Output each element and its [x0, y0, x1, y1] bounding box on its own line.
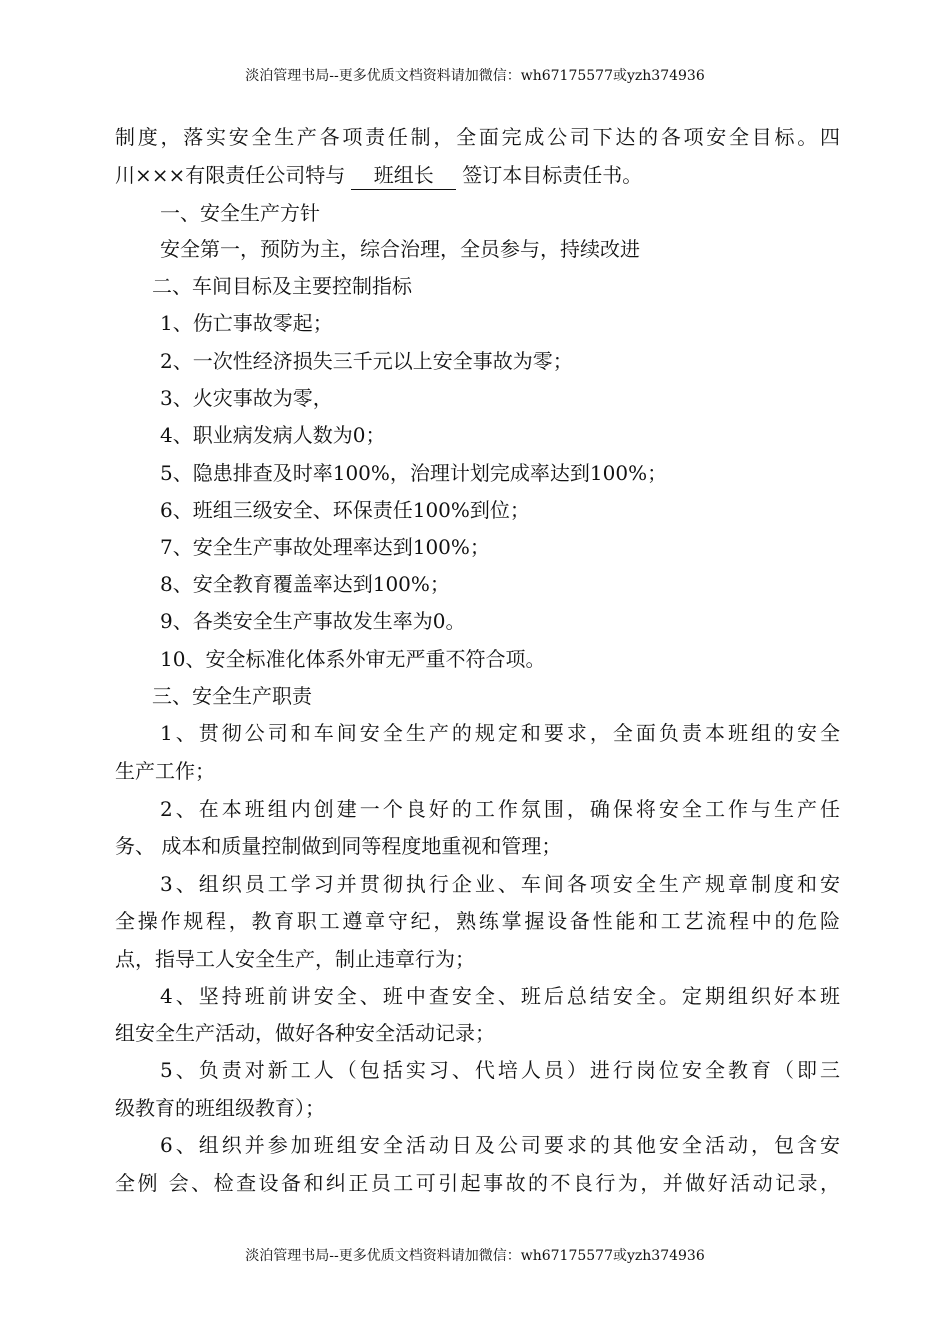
- page-header: 淡泊管理书局--更多优质文档资料请加微信：wh67175577或yzh374936: [245, 68, 705, 84]
- list-item: 4、职业病发病人数为0；: [160, 423, 386, 447]
- intro-line-2: [115, 157, 840, 193]
- paragraph-line: 级教育的班组级教育）；: [115, 1096, 325, 1120]
- list-item: 8、安全教育覆盖率达到100%；: [160, 572, 450, 596]
- paragraph-line: 生产工作；: [115, 759, 215, 783]
- intro-line-1: 制度，落实安全生产各项责任制，全面完成公司下达的各项安全目标。四: [115, 125, 840, 149]
- list-item: 6、班组三级安全、环保责任100%到位；: [160, 498, 530, 522]
- list-item: 7、安全生产事故处理率达到100%；: [160, 535, 490, 559]
- paragraph-line: 全操作规程，教育职工遵章守纪，熟练掌握设备性能和工艺流程中的危险: [115, 909, 840, 933]
- paragraph-line: 组安全生产活动，做好各种安全活动记录；: [115, 1021, 495, 1045]
- intro-line-2-suffix: 签订本目标责任书。: [462, 163, 643, 187]
- paragraph-line: 6、组织并参加班组安全活动日及公司要求的其他安全活动，包含安: [160, 1133, 840, 1157]
- list-item: 5、隐患排查及时率100%，治理计划完成率达到100%；: [160, 461, 668, 485]
- paragraph-line: 3、组织员工学习并贯彻执行企业、车间各项安全生产规章制度和安: [160, 872, 840, 896]
- paragraph-line: 2、在本班组内创建一个良好的工作氛围，确保将安全工作与生产任: [160, 797, 840, 821]
- signatory-underlined-field: 班组长: [351, 162, 456, 190]
- paragraph-line: 务、 成本和质量控制做到同等程度地重视和管理；: [115, 834, 562, 858]
- list-item: 10、安全标准化体系外审无严重不符合项。: [160, 647, 546, 671]
- section2-heading: 二、车间目标及主要控制指标: [152, 274, 412, 298]
- paragraph-line: 5、负责对新工人（包括实习、代培人员）进行岗位安全教育（即三: [160, 1058, 840, 1082]
- intro-line-2-prefix: 川×××有限责任公司特与: [115, 163, 346, 187]
- paragraph-line: 点，指导工人安全生产，制止违章行为；: [115, 947, 475, 971]
- page-footer: 淡泊管理书局--更多优质文档资料请加微信：wh67175577或yzh374936: [245, 1248, 705, 1264]
- section3-heading: 三、安全生产职责: [152, 684, 312, 708]
- list-item: 2、一次性经济损失三千元以上安全事故为零；: [160, 349, 573, 373]
- list-item: 3、火灾事故为零，: [160, 386, 333, 410]
- paragraph-line: 全例 会、检查设备和纠正员工可引起事故的不良行为，并做好活动记录，: [115, 1171, 840, 1195]
- paragraph-line: 1、贯彻公司和车间安全生产的规定和要求，全面负责本班组的安全: [160, 721, 840, 745]
- section1-heading: 一、安全生产方针: [160, 201, 320, 225]
- list-item: 1、伤亡事故零起；: [160, 311, 333, 335]
- section1-text: 安全第一，预防为主，综合治理，全员参与，持续改进: [160, 237, 640, 261]
- list-item: 9、各类安全生产事故发生率为0。: [160, 609, 466, 633]
- paragraph-line: 4、坚持班前讲安全、班中查安全、班后总结安全。定期组织好本班: [160, 984, 840, 1008]
